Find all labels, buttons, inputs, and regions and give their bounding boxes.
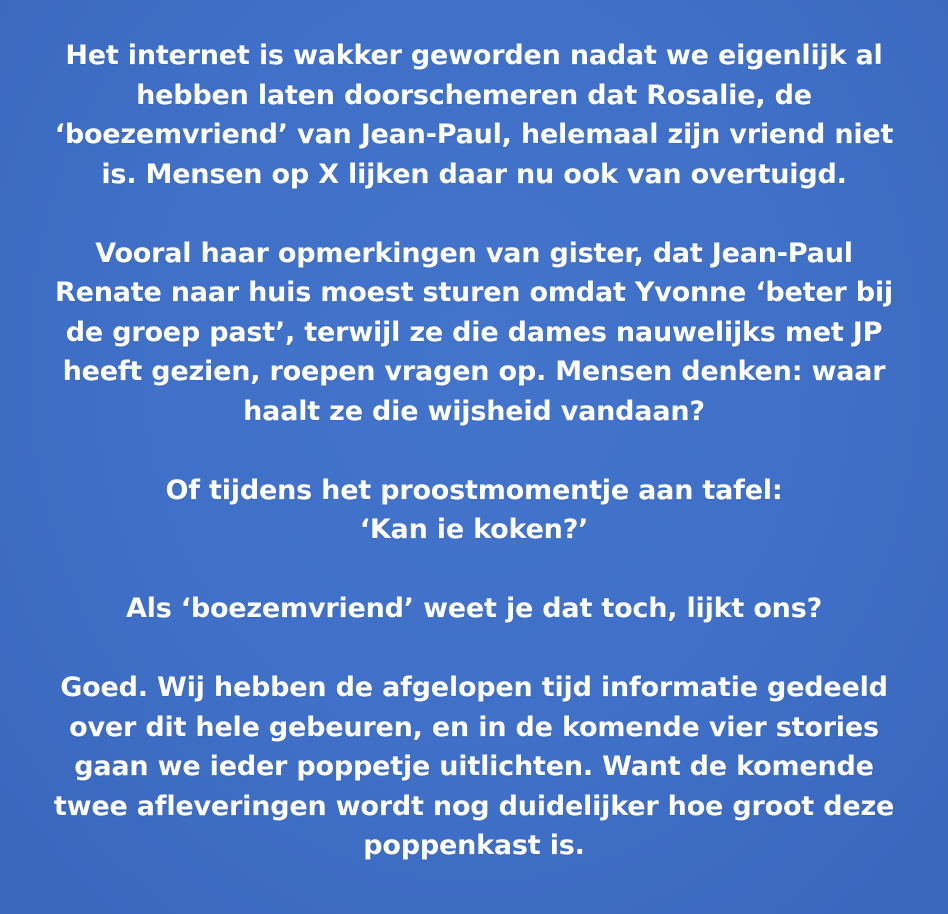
text-line: gaan we ieder poppetje uitlichten. Want de komende xyxy=(74,751,874,782)
text-line: de groep past’, terwijl ze die dames nauwelijks met JP xyxy=(65,316,883,348)
paragraph-3 xyxy=(14,471,934,550)
text-line: hebben laten doorschemeren dat Rosalie, de xyxy=(136,79,812,111)
text-line: Renate naar huis moest sturen omdat Yvonne ‘beter bij xyxy=(55,277,893,308)
text-line: Of tijdens het proostmomentje aan tafel: xyxy=(165,474,783,506)
text-line: ‘boezemvriend’ van Jean-Paul, helemaal zijn vriend niet xyxy=(54,119,894,150)
story-text xyxy=(14,36,934,866)
text-line: twee afleveringen wordt nog duidelijker hoe groot deze xyxy=(53,790,895,822)
text-line: Het internet is wakker geworden nadat we eigenlijk al xyxy=(65,40,883,71)
text-line: poppenkast is. xyxy=(363,830,585,861)
text-line: heeft gezien, roepen vragen op. Mensen denken: waar xyxy=(62,356,886,387)
paragraph-4 xyxy=(14,589,934,629)
text-line: Vooral haar opmerkingen van gister, dat Jean-Paul xyxy=(95,237,853,269)
text-line: ‘Kan ie koken?’ xyxy=(359,514,589,545)
text-line: haalt ze die wijsheid vandaan? xyxy=(243,395,705,427)
text-line: Als ‘boezemvriend’ weet je dat toch, lijkt ons? xyxy=(125,593,823,624)
paragraph-5 xyxy=(14,668,934,866)
text-line: is. Mensen op X lijken daar nu ook van overtuigd. xyxy=(101,158,847,190)
paragraph-2 xyxy=(14,234,934,432)
text-line: over dit hele gebeuren, en in de komende vier stories xyxy=(69,711,879,743)
text-line: Goed. Wij hebben de afgelopen tijd informatie gedeeld xyxy=(60,672,888,703)
paragraph-1 xyxy=(14,36,934,194)
